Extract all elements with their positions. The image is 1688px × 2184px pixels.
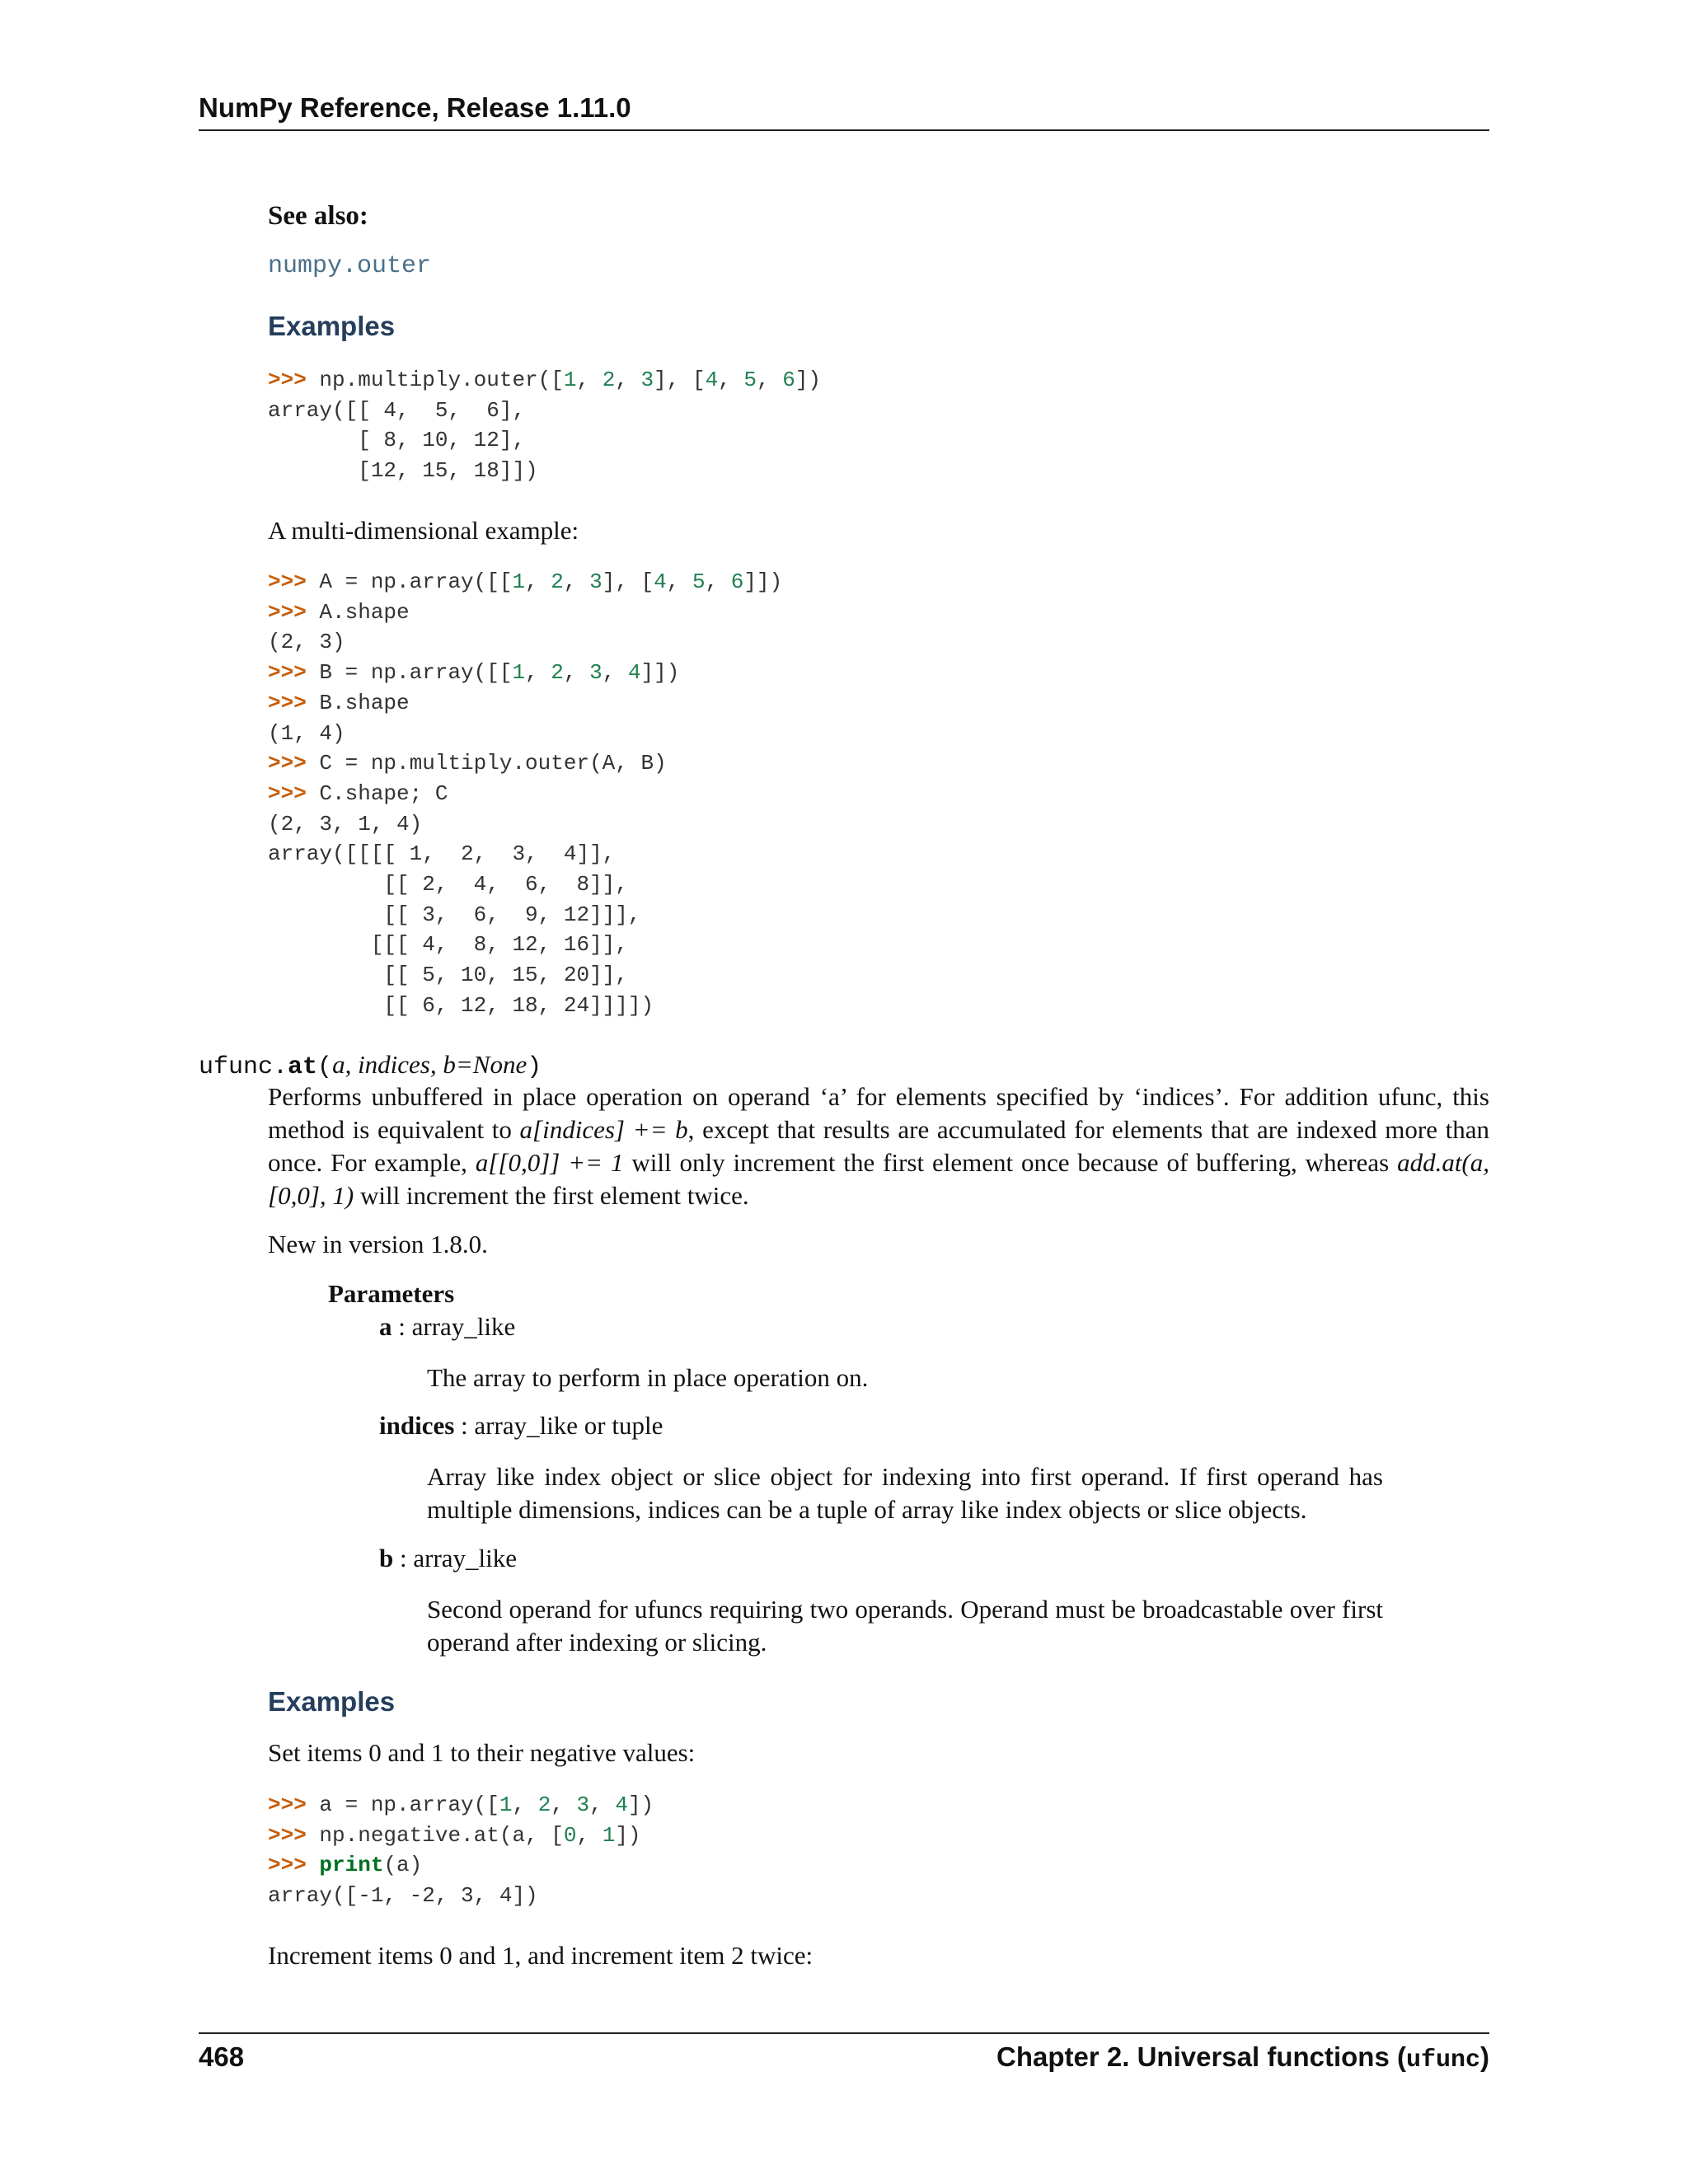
page-number: 468 — [199, 2041, 245, 2072]
footer-rule — [199, 2032, 1489, 2034]
param-a-desc: The array to perform in place operation on. — [427, 1363, 869, 1392]
ufunc-at-signature — [199, 1050, 542, 1081]
param-b-name — [379, 1544, 517, 1573]
ufunc-at-description — [268, 1080, 1489, 1212]
code-block-outer: >>> np.multiply.outer([1, 2, 3], [4, 5, 6]) array([[ 4, 5, 6], [ 8, 10, 12], [12, 15, 18]]) — [268, 368, 822, 484]
param-name-bold: a — [379, 1312, 392, 1341]
header-rule — [199, 129, 1489, 131]
sig-close: ) — [527, 1053, 542, 1081]
param-type: : array_like — [393, 1544, 518, 1572]
param-type: : array_like — [392, 1312, 516, 1341]
chapter-code: ufunc — [1405, 2046, 1480, 2074]
param-type: : array_like or tuple — [454, 1411, 663, 1440]
desc-emphasis: a[[0,0]] += 1 — [475, 1148, 624, 1177]
param-a-name — [379, 1312, 515, 1342]
footer-chapter-title — [996, 2041, 1489, 2074]
desc-text: will only increment the first element once because of buffering, whereas — [623, 1148, 1398, 1177]
param-b-desc: Second operand for ufuncs requiring two operands. Operand must be broadcastable over first operand after indexing or slicing. — [427, 1595, 1383, 1657]
param-name-bold: b — [379, 1544, 394, 1572]
desc-text: , except that results are accumulated for elements that are indexed more than once. For example, — [268, 1115, 1490, 1177]
chapter-close: ) — [1480, 2041, 1489, 2072]
sig-prefix: ufunc. — [199, 1053, 288, 1081]
desc-emphasis: a[indices] += b — [519, 1115, 688, 1144]
desc-text: Performs unbuffered in place operation on operand ‘a’ for elements specified by ‘indices’. For addition ufunc, this method is equivalent to — [268, 1082, 1489, 1144]
desc-text: will increment the first element twice. — [354, 1181, 749, 1210]
multi-dim-intro: A multi-dimensional example: — [268, 516, 579, 545]
examples2-increment-intro: Increment items 0 and 1, and increment item 2 twice: — [268, 1941, 814, 1970]
version-note: New in version 1.8.0. — [268, 1230, 488, 1258]
code-block-multidim: >>> A = np.array([[1, 2, 3], [4, 5, 6]]) >>> A.shape (2, 3) >>> B = np.array([[1, 2, 3, 4]]) >>> B.shape (1, 4) >>> C = np.multiply.outer(A, B) >>> C.shape; C (2, 3, 1, 4) array([[[[ 1, 2, 3, 4]], [[ 2, 4, 6, 8]], [[ 3, 6, 9, 12]]], [[[ 4, 8, 12, 16]], [[ 5, 10, 15, 20]], [[ 6, 12, 18, 24]]]]) — [268, 569, 783, 1018]
sig-params: a, indices, b=None — [332, 1050, 528, 1079]
see-also-label: See also: — [268, 201, 368, 231]
parameters-heading: Parameters — [328, 1279, 455, 1308]
examples-heading-2: Examples — [268, 1686, 396, 1717]
param-indices-desc: Array like index object or slice object for indexing into first operand. If first operand has multiple dimensions, indices can be a tuple of array like index objects or slice objects. — [427, 1462, 1383, 1524]
sig-open: ( — [317, 1053, 333, 1081]
desc-emphasis: add.at(a, [0,0], 1) — [268, 1148, 1489, 1210]
examples-heading: Examples — [268, 311, 396, 341]
numpy-outer-link[interactable]: numpy.outer — [268, 252, 432, 280]
param-indices-name — [379, 1411, 663, 1441]
sig-name: at — [288, 1053, 318, 1081]
page-header-title: NumPy Reference, Release 1.11.0 — [199, 92, 631, 123]
param-name-bold: indices — [379, 1411, 455, 1440]
chapter-text: Chapter 2. Universal functions ( — [996, 2041, 1406, 2072]
examples2-intro: Set items 0 and 1 to their negative values: — [268, 1738, 696, 1767]
code-block-negative-at: >>> a = np.array([1, 2, 3, 4]) >>> np.negative.at(a, [0, 1]) >>> print(a) array([-1, -2, 3, 4]) — [268, 1793, 654, 1909]
